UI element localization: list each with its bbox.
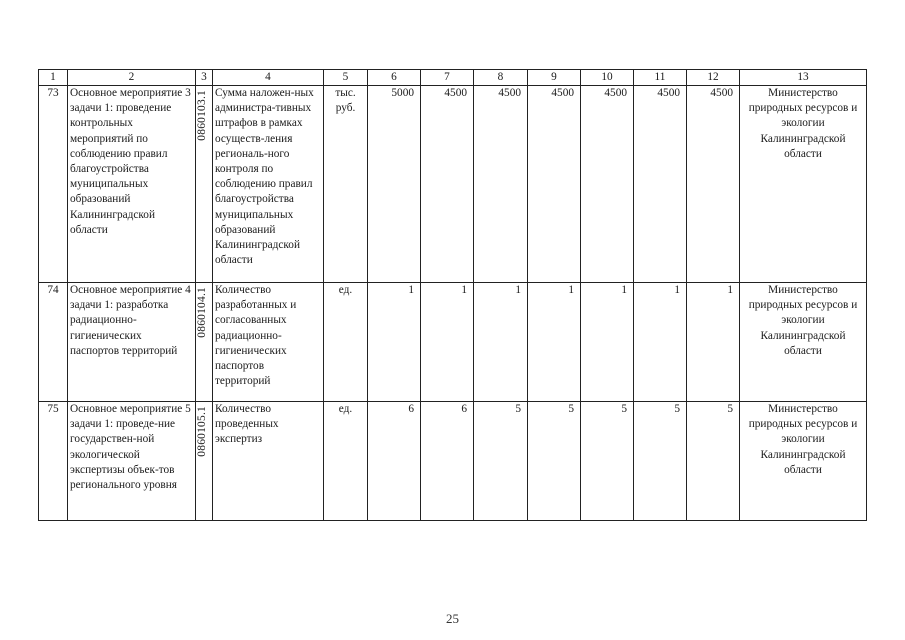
activity-cell: Основное мероприятие 3 задачи 1: проведение контрольных мероприятий по соблюдению правил благоустройства муниципальных образований Калининградской области — [68, 86, 196, 283]
header-cell: 12 — [687, 70, 740, 86]
value-cell: 5 — [528, 402, 581, 521]
activity-cell: Основное мероприятие 4 задачи 1: разработка радиационно-гигиенических паспортов территорий — [68, 283, 196, 402]
indicators-table — [38, 69, 867, 521]
value-cell: 1 — [368, 283, 421, 402]
code-cell — [196, 402, 213, 521]
code-cell — [196, 283, 213, 402]
table-row — [39, 86, 867, 283]
code-cell — [196, 86, 213, 283]
value-cell: 1 — [421, 283, 474, 402]
budget-code: 0860104.1 — [196, 287, 208, 338]
table-row — [39, 402, 867, 521]
value-cell: 5 — [474, 402, 528, 521]
value-cell: 4500 — [421, 86, 474, 283]
table-row — [39, 283, 867, 402]
budget-code: 0860103.1 — [196, 90, 208, 141]
row-number: 73 — [39, 86, 68, 283]
value-cell: 6 — [368, 402, 421, 521]
value-cell: 5 — [581, 402, 634, 521]
value-cell: 4500 — [528, 86, 581, 283]
value-cell: 1 — [528, 283, 581, 402]
header-cell: 6 — [368, 70, 421, 86]
header-cell: 11 — [634, 70, 687, 86]
page-number: 25 — [446, 611, 459, 626]
value-cell: 4500 — [474, 86, 528, 283]
value-cell: 1 — [581, 283, 634, 402]
header-cell: 9 — [528, 70, 581, 86]
indicator-cell: Количество проведенных экспертиз — [213, 402, 324, 521]
row-number: 75 — [39, 402, 68, 521]
header-cell: 1 — [39, 70, 68, 86]
value-cell: 5000 — [368, 86, 421, 283]
header-cell: 7 — [421, 70, 474, 86]
header-cell: 4 — [213, 70, 324, 86]
header-cell: 8 — [474, 70, 528, 86]
value-cell: 4500 — [581, 86, 634, 283]
budget-code: 0860105.1 — [196, 406, 208, 457]
value-cell: 4500 — [634, 86, 687, 283]
responsible-cell: Министерство природных ресурсов и экологии Калининградской области — [740, 283, 867, 402]
activity-cell: Основное мероприятие 5 задачи 1: проведе-ние государствен-ной экологической экспертизы объек-тов регионального уровня — [68, 402, 196, 521]
header-cell: 2 — [68, 70, 196, 86]
header-cell: 10 — [581, 70, 634, 86]
value-cell: 1 — [474, 283, 528, 402]
header-cell: 3 — [196, 70, 213, 86]
responsible-cell: Министерство природных ресурсов и экологии Калининградской области — [740, 86, 867, 283]
unit-cell: ед. — [324, 402, 368, 521]
indicator-cell: Сумма наложен-ных администра-тивных штрафов в рамках осуществ-ления региональ-ного контроля по соблюдению правил благоустройства муниципальных образований Калининградской области — [213, 86, 324, 283]
responsible-cell: Министерство природных ресурсов и экологии Калининградской области — [740, 402, 867, 521]
row-number: 74 — [39, 283, 68, 402]
value-cell: 1 — [687, 283, 740, 402]
header-cell: 5 — [324, 70, 368, 86]
value-cell: 5 — [687, 402, 740, 521]
indicator-cell: Количество разработанных и согласованных радиационно-гигиенических паспортов территорий — [213, 283, 324, 402]
header-cell: 13 — [740, 70, 867, 86]
unit-cell: ед. — [324, 283, 368, 402]
value-cell: 6 — [421, 402, 474, 521]
value-cell: 5 — [634, 402, 687, 521]
value-cell: 4500 — [687, 86, 740, 283]
value-cell: 1 — [634, 283, 687, 402]
header-row — [39, 70, 867, 86]
unit-cell: тыс. руб. — [324, 86, 368, 283]
